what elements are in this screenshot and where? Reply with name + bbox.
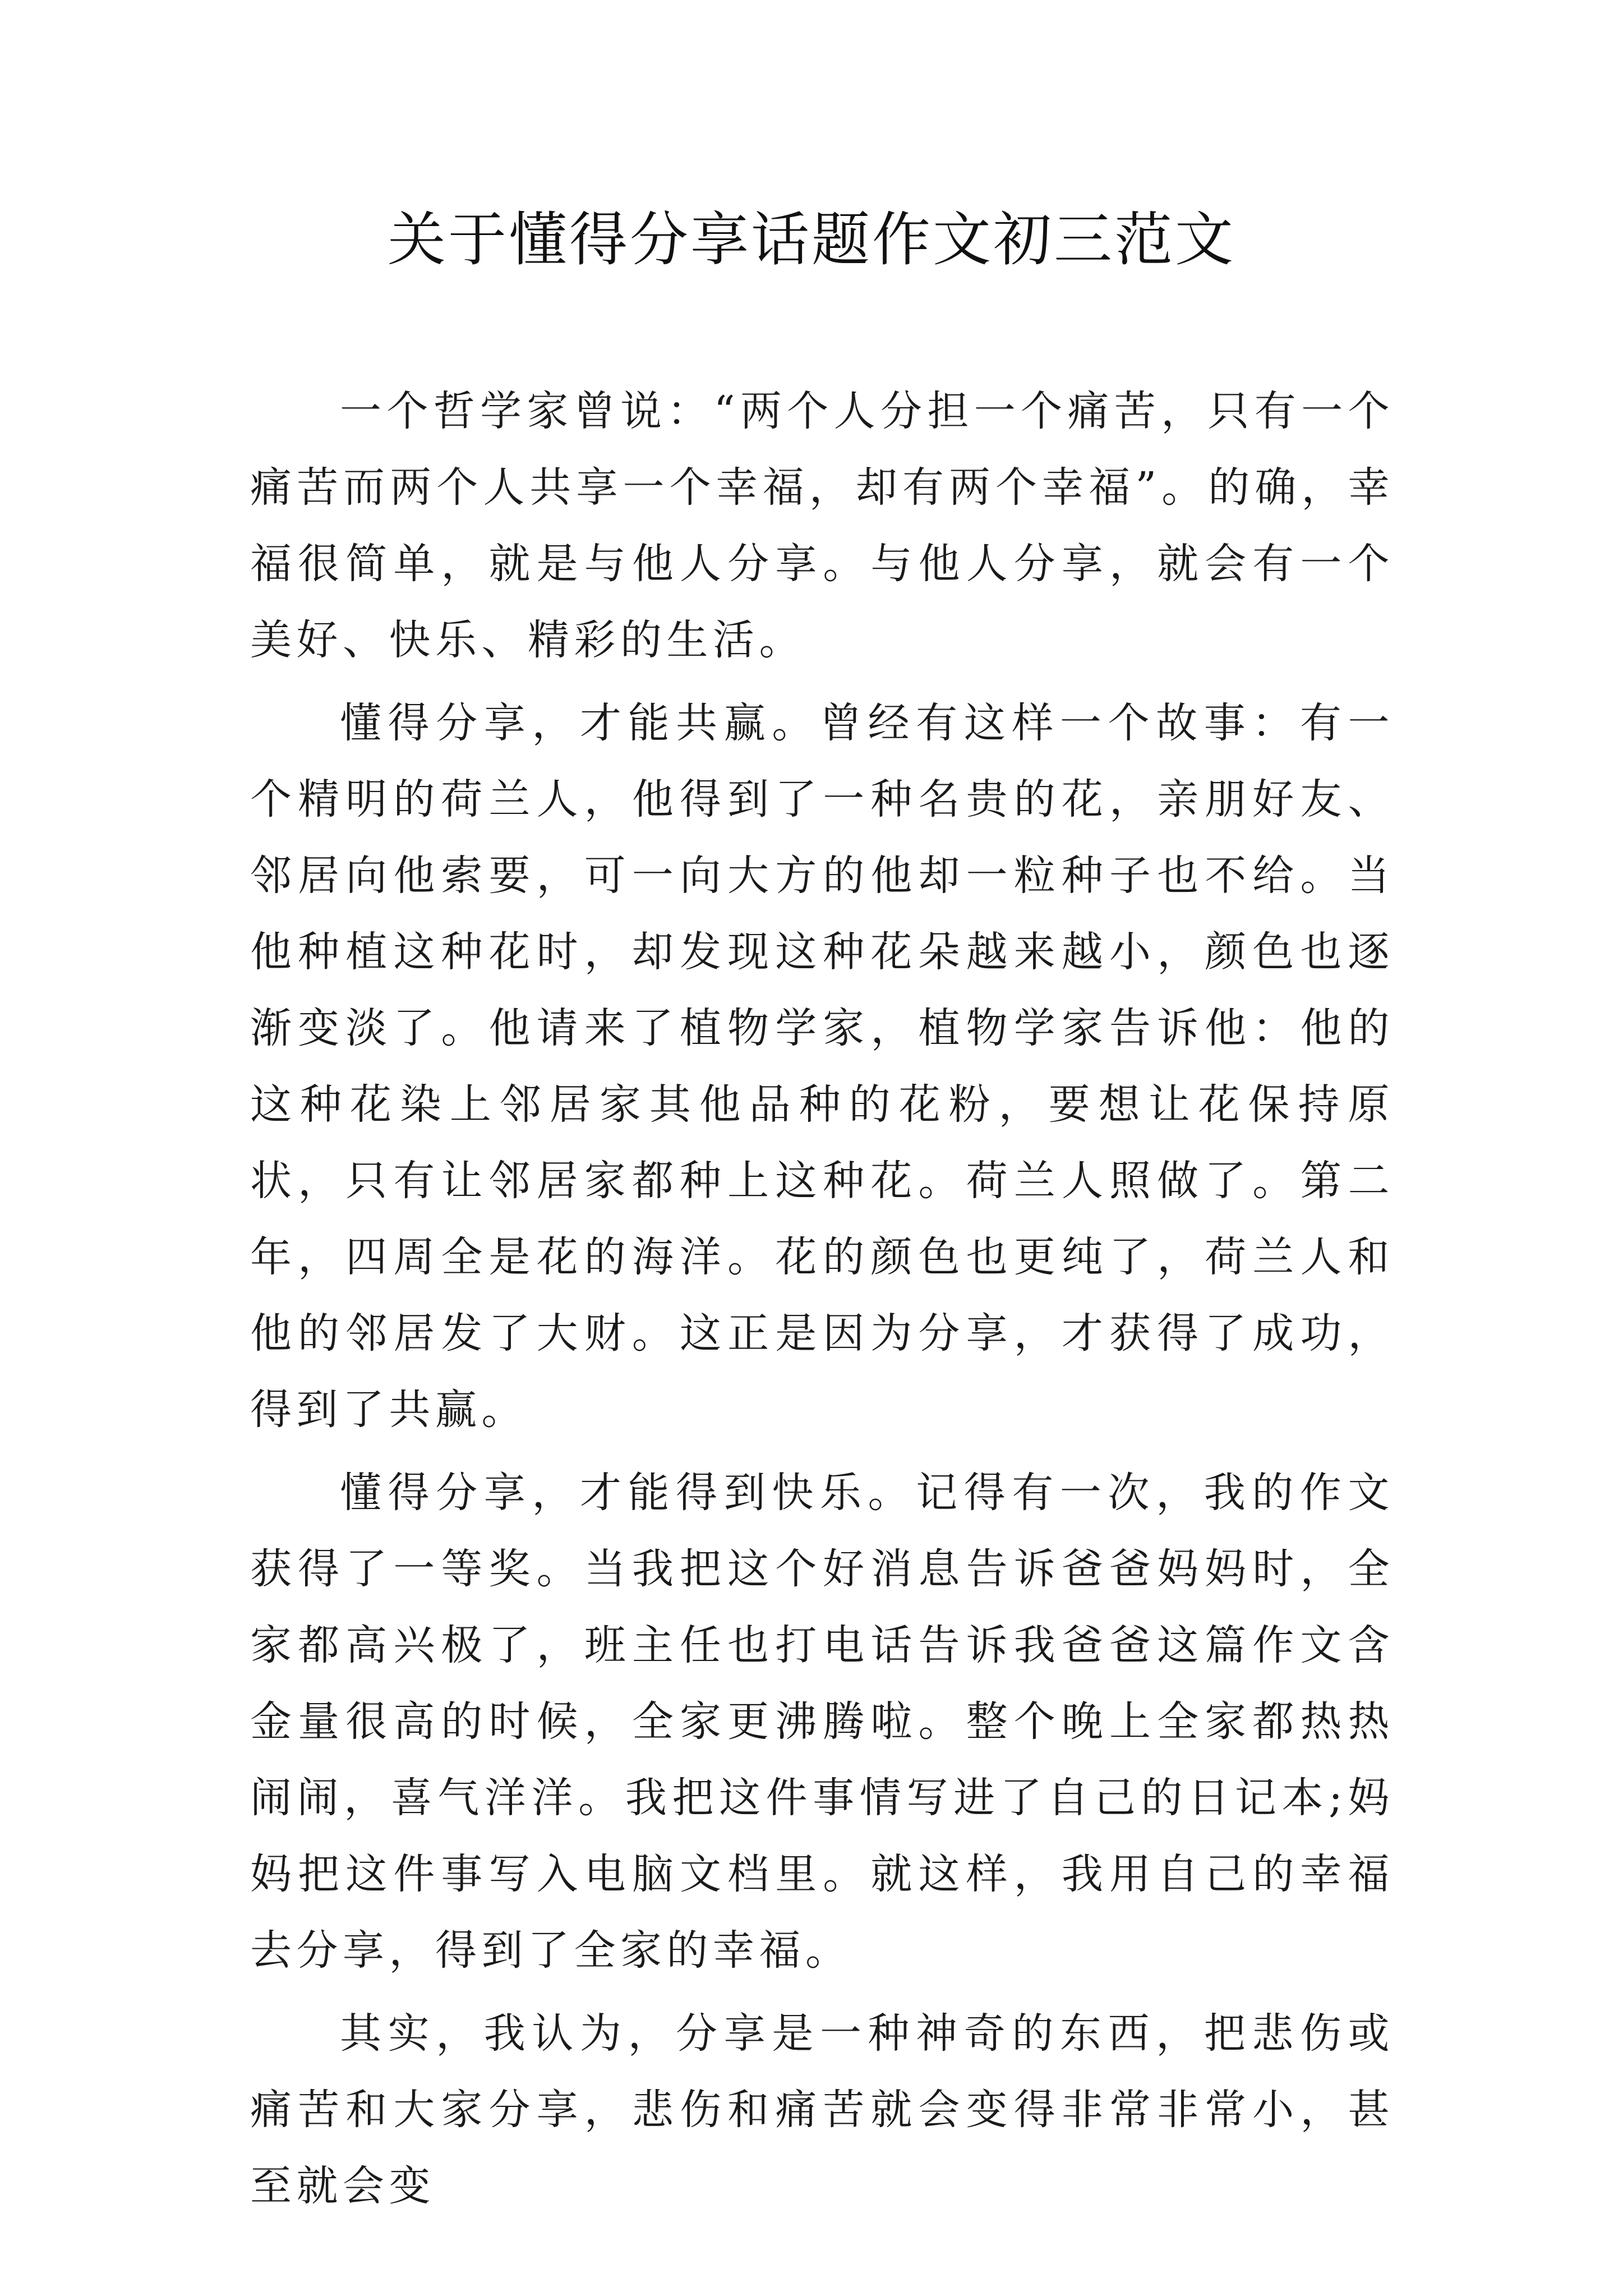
paragraph: 其实，我认为，分享是一种神奇的东西，把悲伤或痛苦和大家分享，悲伤和痛苦就会变得非常非常小，甚至就会变 bbox=[250, 2009, 1394, 2210]
paragraph: 懂得分享，才能得到快乐。记得有一次，我的作文获得了一等奖。当我把这个好消息告诉爸爸妈妈时，全家都高兴极了，班主任也打电话告诉我爸爸这篇作文含金量很高的时候，全家更沸腾啦。整个晚上全家都热热闹闹，喜气洋洋。我把这件事情写进了自己的日记本;妈妈把这件事写入电脑文档里。就这样，我用自己的幸福去分享，得到了全家的幸福。 bbox=[250, 1469, 1394, 1975]
document-title: 关于懂得分享话题作文初三范文 bbox=[387, 205, 1235, 274]
document-body bbox=[250, 373, 1394, 2231]
paragraph: 懂得分享，才能共赢。曾经有这样一个故事：有一个精明的荷兰人，他得到了一种名贵的花，亲朋好友、邻居向他索要，可一向大方的他却一粒种子也不给。当他种植这种花时，却发现这种花朵越来越小，颜色也逐渐变淡了。他请来了植物学家，植物学家告诉他：他的这种花染上邻居家其他品种的花粉，要想让花保持原状，只有让邻居家都种上这种花。荷兰人照做了。第二年，四周全是花的海洋。花的颜色也更纯了，荷兰人和他的邻居发了大财。这正是因为分享，才获得了成功，得到了共赢。 bbox=[250, 699, 1394, 1434]
paragraph: 一个哲学家曾说：“两个人分担一个痛苦，只有一个痛苦而两个人共享一个幸福，却有两个幸福”。的确，幸福很简单，就是与他人分享。与他人分享，就会有一个美好、快乐、精彩的生活。 bbox=[250, 387, 1394, 664]
